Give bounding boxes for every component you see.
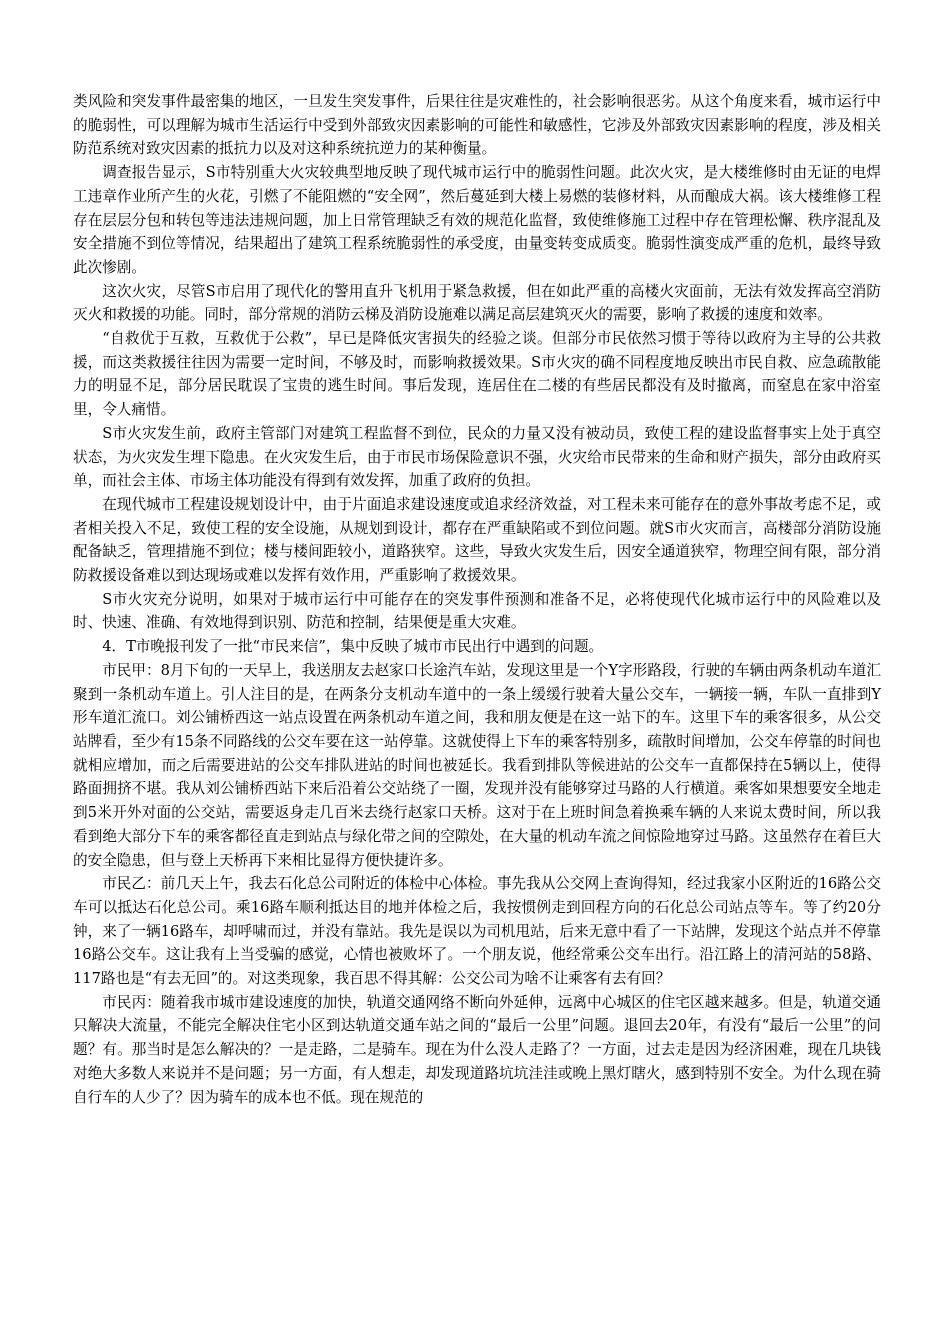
paragraph-planning-design: 在现代城市工程建设规划设计中，由于片面追求建设速度或追求经济效益，对工程未来可能存在的意外事故考虑不足，或者相关投入不足，致使工程的安全设施，从规划到设计，都存在严重缺陷或不到位问题。就S市火灾而言，高楼部分消防设施配备缺乏，管理措施不到位；楼与楼间距较小，道路狭窄。这些，导致火灾发生后，因安全通道狭窄，物理空间有限，部分消防救援设备难以到达现场或难以发挥有效作用，严重影响了救援效果。 <box>73 495 881 585</box>
paragraph-section-4-heading: 4．T市晚报刊发了一批“市民来信”，集中反映了城市市民出行中遇到的问题。 <box>102 638 604 656</box>
paragraph-citizen-a: 市民甲：8月下旬的一天早上，我送朋友去赵家口长途汽车站，发现这里是一个Y字形路段，行驶的车辆由两条机动车道汇聚到一条机动车道上。引人注目的是，在两条分支机动车道中的一条上缓缓行驶着大量公交车，一辆接一辆，车队一直排到Y形车道汇流口。刘公铺桥西这一站点设置在两条机动车道之间，我和朋友便是在这一站下的车。这里下车的乘客很多，从公交站牌看，至少有15条不同路线的公交车要在这一站停靠。这就使得上下车的乘客特别多，疏散时间增加，公交车停靠的时间也就相应增加，而之后需要进站的公交车排队进站的时间也被延长。我看到排队等候进站的公交车一直都保持在5辆以上，使得路面拥挤不堪。我从刘公铺桥西站下来后沿着公交站绕了一圈，发现并没有能够穿过马路的人行横道。乘客如果想要安全地走到5米开外对面的公交站，需要返身走几百米去绕行赵家口天桥。这对于在上班时间急着换乘车辆的人来说太费时间，所以我看到绝大部分下车的乘客都径直走到站点与绿化带之间的空隙处，在大量的机动车流之间惊险地穿过马路。这虽然存在着巨大的安全隐患，但与登上天桥再下来相比显得方便快捷许多。 <box>73 661 881 869</box>
paragraph-self-rescue: “自救优于互救，互救优于公救”，早已是降低灾害损失的经验之谈。但部分市民依然习惯于等待以政府为主导的公共救援，而这类救援往往因为需要一定时间，不够及时，而影响救援效果。S市火灾的确不同程度地反映出市民自救、应急疏散能力的明显不足，部分居民耽误了宝贵的逃生时间。事后发现，连居住在二楼的有些居民都没有及时撤离，而窒息在家中浴室里，令人痛惜。 <box>73 330 881 419</box>
document-page <box>73 90 881 1109</box>
paragraph-citizen-c: 市民丙：随着我市城市建设速度的加快，轨道交通网络不断向外延伸，远离中心城区的住宅区越来越多。但是，轨道交通只解决大流量，不能完全解决住宅小区到达轨道交通车站之间的“最后一公里”问题。退回去20年，有没有“最后一公里”的问题？有。那当时是怎么解决的？一是走路，二是骑车。现在为什么没人走路了？一方面，过去走是因为经济困难，现在几块钱对绝大多数人来说并不是问题；另一方面，有人想走，却发现道路坑坑洼洼或晚上黑灯瞎火，感到特别不安全。为什么现在骑自行车的人少了？因为骑车的成本也不低。现在规范的 <box>73 993 881 1106</box>
paragraph-vulnerability-definition: 类风险和突发事件最密集的地区，一旦发生突发事件，后果往往是灾难性的，社会影响很恶劣。从这个角度来看，城市运行中的脆弱性，可以理解为城市生活运行中受到外部致灾因素影响的可能性和敏感性，它涉及外部致灾因素影响的程度，涉及相关防范系统对致灾因素的抵抗力以及对这种系统抗逆力的某种衡量。 <box>73 93 881 158</box>
paragraph-supervision: S市火灾发生前，政府主管部门对建筑工程监督不到位，民众的力量又没有被动员，致使工程的建设监督事实上处于真空状态，为火灾发生埋下隐患。在火灾发生后，由于市民市场保险意识不强，火灾给市民带来的生命和财产损失，部分由政府买单，而社会主体、市场主体功能没有得到有效发挥，加重了政府的负担。 <box>73 424 881 490</box>
paragraph-conclusion: S市火灾充分说明，如果对于城市运行中可能存在的突发事件预测和准备不足，必将使现代化城市运行中的风险难以及时、快速、准确、有效地得到识别、防范和控制，结果便是重大灾难。 <box>73 590 881 632</box>
paragraph-fire-cause: 调查报告显示，S市特别重大火灾较典型地反映了现代城市运行中的脆弱性问题。此次火灾，是大楼维修时由无证的电焊工违章作业所产生的火花，引燃了不能阻燃的“安全网”，然后蔓延到大楼上易燃的装修材料，从而酿成大祸。该大楼维修工程存在层层分包和转包等违法违规问题，加上日常管理缺乏有效的规范化监督，致使维修施工过程中存在管理松懈、秩序混乱及安全措施不到位等情况，结果超出了建筑工程系统脆弱性的承受度，由量变转变成质变。脆弱性演变成严重的危机，最终导致此次惨剧。 <box>73 164 881 276</box>
paragraph-rescue-limits: 这次火灾，尽管S市启用了现代化的警用直升飞机用于紧急救援，但在如此严重的高楼火灾面前，无法有效发挥高空消防灭火和救援的功能。同时，部分常规的消防云梯及消防设施难以满足高层建筑灭火的需要，影响了救援的速度和效率。 <box>73 282 881 324</box>
paragraph-citizen-b: 市民乙：前几天上午，我去石化总公司附近的体检中心体检。事先我从公交网上查询得知，经过我家小区附近的16路公交车可以抵达石化总公司。乘16路车顺利抵达目的地并体检之后，我按惯例走到回程方向的石化总公司站点等车。等了约20分钟，来了一辆16路车，却呼啸而过，并没有靠站。我先是误以为司机甩站，后来无意中看了一下站牌，发现这个站点并不停靠16路公交车。这让我有上当受骗的感觉，心情也被败坏了。一个朋友说，他经常乘公交车出行。沿江路上的清河站的58路、117路也是“有去无回”的。对这类现象，我百思不得其解：公交公司为啥不让乘客有去有回？ <box>73 875 881 988</box>
